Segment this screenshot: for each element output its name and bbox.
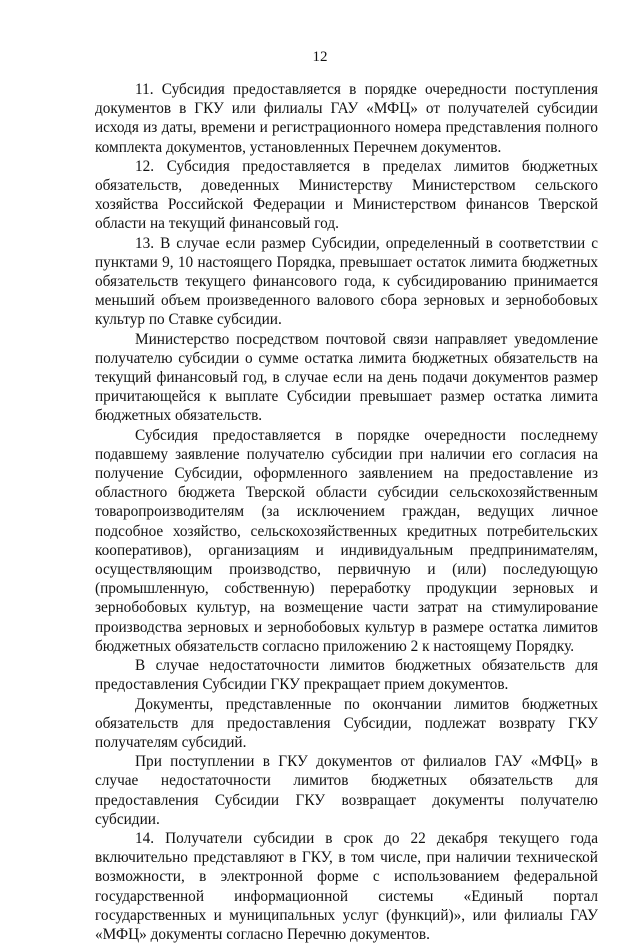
- paragraph-12: 12. Субсидия предоставляется в пределах лимитов бюджетных обязательств, доведенных Министерству Министерством сельского хозяйства Российской Федерации и Министерством финансов Тверской области на текущий финансовый год.: [95, 157, 598, 233]
- paragraph-ministry-notice: Министерство посредством почтовой связи направляет уведомление получателю субсидии о сумме остатка лимита бюджетных обязательств на текущий финансовый год, в случае если на день подачи документов размер причитающейся к выплате Субсидии превышает размер остатка лимита бюджетных обязательств.: [95, 330, 598, 425]
- paragraph-insufficient-limits: В случае недостаточности лимитов бюджетных обязательств для предоставления Субсидии ГКУ прекращает прием документов.: [95, 657, 598, 694]
- document-body: [95, 80, 598, 944]
- paragraph-11: 11. Субсидия предоставляется в порядке очередности поступления документов в ГКУ или филиалы ГАУ «МФЦ» от получателей субсидии исходя из даты, времени и регистрационного номера представления полного комплекта документов, установленных Перечнем документов.: [95, 81, 598, 156]
- paragraph-13: 13. В случае если размер Субсидии, определенный в соответствии с пунктами 9, 10 настоящего Порядка, превышает остаток лимита бюджетных обязательств текущего финансового года, к субсидированию принимается меньший объем произведенного валового сбора зерновых и зернобобовых культур по Ставке субсидии.: [95, 234, 598, 329]
- paragraph-documents-return: Документы, представленные по окончании лимитов бюджетных обязательств для предоставления Субсидии, подлежат возврату ГКУ получателям субсидий.: [95, 695, 598, 751]
- paragraph-subsidy-order: Субсидия предоставляется в порядке очередности последнему подавшему заявление получателю субсидии при наличии его согласия на получение Субсидии, оформленного заявлением на предоставление из областного бюджета Тверской области субсидии сельскохозяйственным товаропроизводителям (за исключением граждан, ведущих личное подсобное хозяйство, сельскохозяйственных кредитных потребительских кооперативов), организациям и индивидуальным предпринимателям, осуществляющим производство, первичную и (или) последующую (промышленную, собственную) переработку продукции зерновых и зернобобовых культур, на возмещение части затрат на стимулирование производства зерновых и зернобобовых культур в размере остатка лимитов бюджетных обязательств согласно приложению 2 к настоящему Порядку.: [95, 426, 598, 655]
- paragraph-mfc-documents: При поступлении в ГКУ документов от филиалов ГАУ «МФЦ» в случае недостаточности лимитов бюджетных обязательств для предоставления Субсидии ГКУ возвращает документы получателю субсидии.: [95, 753, 598, 828]
- page-number: 12: [312, 49, 328, 65]
- paragraph-14: 14. Получатели субсидии в срок до 22 декабря текущего года включительно представляют в ГКУ, в том числе, при наличии технической возможности, в электронной форме с использованием федеральной государственной информационной системы «Единый портал государственных и муниципальных услуг (функций)», или филиалы ГАУ «МФЦ» документы согласно Перечню документов.: [95, 829, 598, 943]
